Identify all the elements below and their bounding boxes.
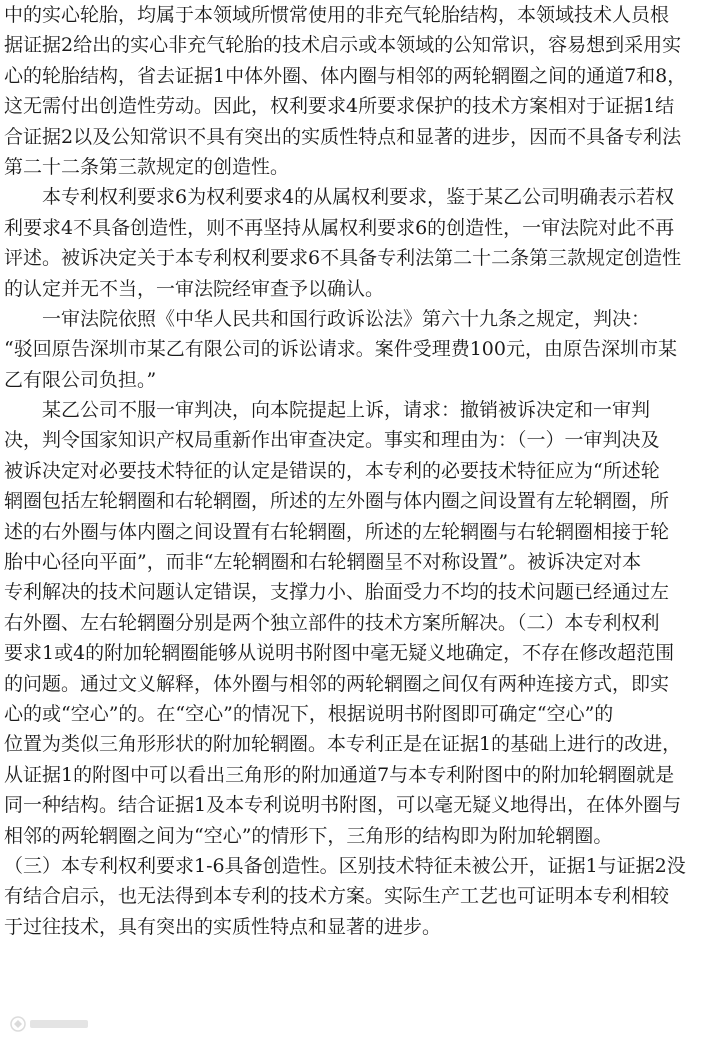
text-line: 某乙公司不服一审判决，向本院提起上诉，请求：撤销被诉决定和一审判 [4,399,651,422]
text-line: 右外圈、左右轮辋圈分别是两个独立部件的技术方案所解决。（二）本专利权利 [4,611,660,634]
text-line: 被诉决定对必要技术特征的认定是错误的，本专利的必要技术特征应为“所述轮 [4,459,660,482]
text-line: 心的轮胎结构，省去证据1中体外圈、体内圈与相邻的两轮辋圈之间的通道7和8， [4,64,687,87]
text-line: 的问题。通过文义解释，体外圈与相邻的两轮辋圈之间仅有两种连接方式，即实 [4,672,670,695]
text-line: 胎中心径向平面”，而非“左轮辋圈和右轮辋圈呈不对称设置”。被诉决定对本 [4,551,642,574]
watermark-icon [8,1013,92,1035]
text-line: 合证据2以及公知常识不具有突出的实质性特点和显著的进步，因而不具备专利法 [4,125,682,148]
text-line: 有结合启示，也无法得到本专利的技术方案。实际生产工艺也可证明本专利相较 [4,885,670,908]
text-line: 据证据2给出的实心非充气轮胎的技术启示或本领域的公知常识，容易想到采用实 [4,34,682,57]
text-line: 于过往技术，具有突出的实质性特点和显著的进步。 [4,915,442,938]
text-line: 第二十二条第三款规定的创造性。 [4,155,290,178]
text-line: 这无需付出创造性劳动。因此，权利要求4所要求保护的技术方案相对于证据1结 [4,95,675,118]
text-line: 同一种结构。结合证据1及本专利说明书附图，可以毫无疑义地得出，在体外圈与 [4,794,682,817]
text-line: 乙有限公司负担。” [4,368,157,391]
watermark-logo [8,1013,92,1035]
document-body [4,0,712,942]
text-line: 专利解决的技术问题认定错误，支撑力小、胎面受力不均的技术问题已经通过左 [4,581,670,604]
text-line: 述的右外圈与体内圈之间设置有右轮辋圈，所述的左轮辋圈与右轮辋圈相接于轮 [4,520,670,543]
text-line: 评述。被诉决定关于本专利权利要求6不具备专利法第二十二条第三款规定创造性 [4,247,682,270]
text-line: 本专利权利要求6为权利要求4的从属权利要求，鉴于某乙公司明确表示若权 [4,186,675,209]
text-line: 中的实心轮胎，均属于本领域所惯常使用的非充气轮胎结构，本领域技术人员根 [4,4,670,26]
text-line: 利要求4不具备创造性，则不再坚持从属权利要求6的创造性，一审法院对此不再 [4,216,675,239]
text-line: 一审法院依照《中华人民共和国行政诉讼法》第六十九条之规定，判决： [4,307,651,330]
text-line: 要求1或4的附加轮辋圈能够从说明书附图中毫无疑义地确定，不存在修改超范围 [4,642,675,665]
text-line: 位置为类似三角形形状的附加轮辋圈。本专利正是在证据1的基础上进行的改进， [4,733,682,756]
text-line: 的认定并无不当，一审法院经审查予以确认。 [4,277,385,300]
text-line: 辋圈包括左轮辋圈和右轮辋圈，所述的左外圈与体内圈之间设置有左轮辋圈，所 [4,490,670,513]
text-line: 心的或“空心”的。在“空心”的情况下，根据说明书附图即可确定“空心”的 [4,702,614,725]
text-line: 相邻的两轮辋圈之间为“空心”的情形下，三角形的结构即为附加轮辋圈。 [4,824,613,847]
text-line: 决，判令国家知识产权局重新作出审查决定。事实和理由为：（一）一审判决及 [4,429,660,452]
text-line: “驳回原告深圳市某乙有限公司的诉讼请求。案件受理费100元，由原告深圳市某 [4,338,677,361]
text-line: 从证据1的附图中可以看出三角形的附加通道7与本专利附图中的附加轮辋圈就是 [4,763,675,786]
text-line: （三）本专利权利要求1-6具备创造性。区别技术特征未被公开，证据1与证据2没 [4,854,686,877]
